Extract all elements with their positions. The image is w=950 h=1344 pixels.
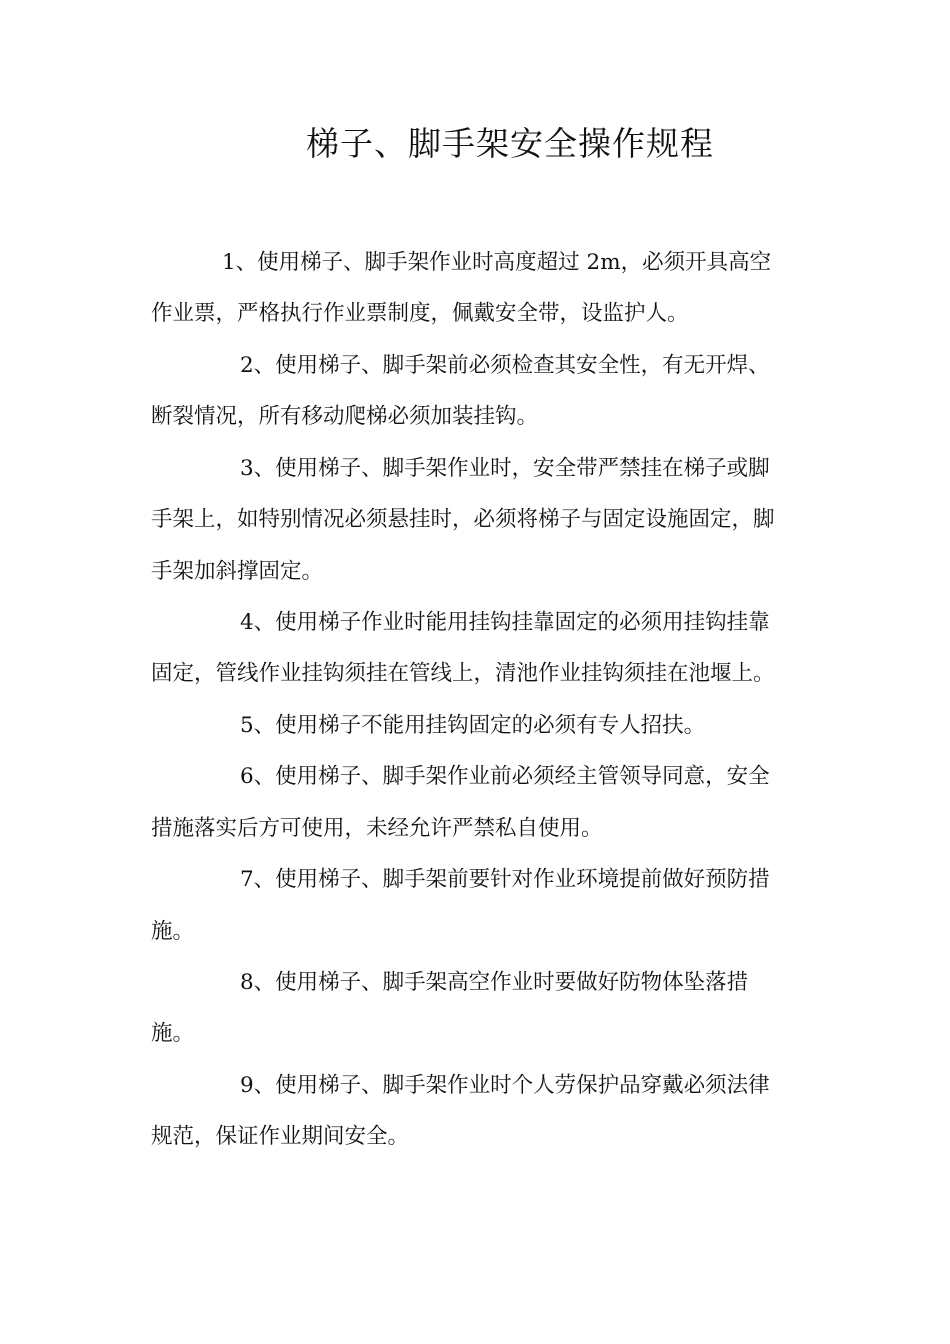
paragraph-8-line-1: 8、使用梯子、脚手架高空作业时要做好防物体坠落措	[240, 970, 749, 995]
paragraph-1-line-1: 1、使用梯子、脚手架作业时高度超过 2m，必须开具高空	[222, 250, 772, 275]
paragraph-7-line-2: 施。	[151, 919, 195, 944]
page-title: 梯子、脚手架安全操作规程	[306, 124, 714, 163]
paragraph-2-line-2: 断裂情况，所有移动爬梯必须加装挂钩。	[151, 404, 539, 429]
paragraph-1-line-2: 作业票，严格执行作业票制度，佩戴安全带，设监护人。	[151, 301, 689, 326]
paragraph-3-line-3: 手架加斜撑固定。	[151, 559, 324, 584]
paragraph-2-line-1: 2、使用梯子、脚手架前必须检查其安全性，有无开焊、	[240, 353, 770, 378]
paragraph-6-line-2: 措施落实后方可使用，未经允许严禁私自使用。	[151, 816, 603, 841]
paragraph-4-line-1: 4、使用梯子作业时能用挂钩挂靠固定的必须用挂钩挂靠	[240, 610, 770, 635]
paragraph-5-line-1: 5、使用梯子不能用挂钩固定的必须有专人招扶。	[240, 713, 706, 738]
paragraph-9-line-2: 规范，保证作业期间安全。	[151, 1124, 410, 1149]
paragraph-7-line-1: 7、使用梯子、脚手架前要针对作业环境提前做好预防措	[240, 867, 770, 892]
paragraph-6-line-1: 6、使用梯子、脚手架作业前必须经主管领导同意，安全	[240, 764, 770, 789]
paragraph-8-line-2: 施。	[151, 1021, 195, 1046]
paragraph-9-line-1: 9、使用梯子、脚手架作业时个人劳保护品穿戴必须法律	[240, 1073, 770, 1098]
paragraph-3-line-2: 手架上，如特别情况必须悬挂时，必须将梯子与固定设施固定，脚	[151, 507, 775, 532]
paragraph-3-line-1: 3、使用梯子、脚手架作业时，安全带严禁挂在梯子或脚	[240, 456, 770, 481]
paragraph-4-line-2: 固定，管线作业挂钩须挂在管线上，清池作业挂钩须挂在池堰上。	[151, 661, 775, 686]
